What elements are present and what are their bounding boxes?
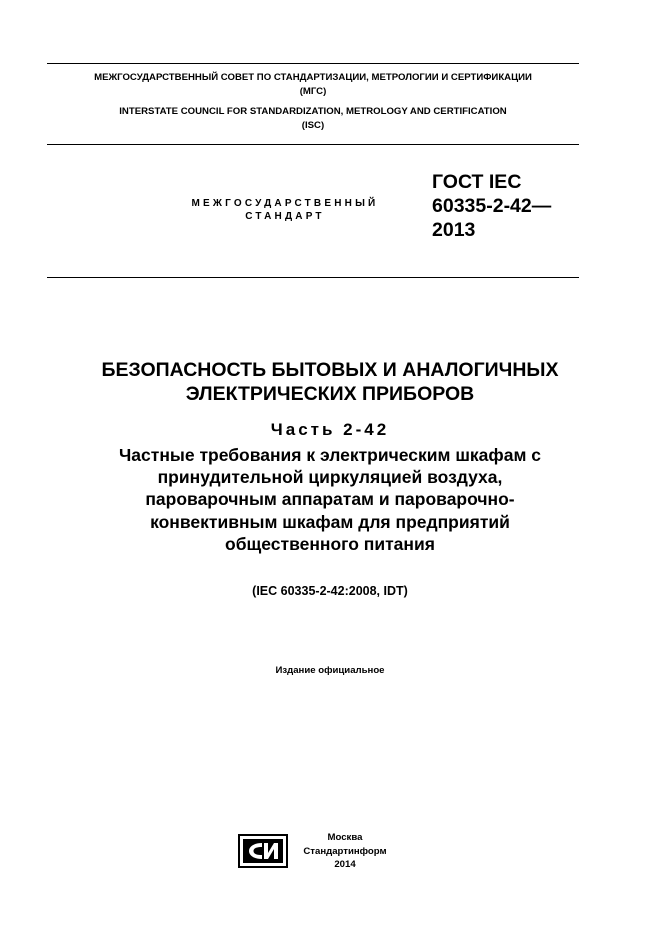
- title-line2: ЭЛЕКТРИЧЕСКИХ ПРИБОРОВ: [185, 383, 475, 405]
- publisher-city: Москва: [327, 832, 363, 843]
- standartinform-logo-icon: [238, 834, 288, 868]
- gost-designation: [432, 170, 551, 242]
- council-ru-name: МЕЖГОСУДАРСТВЕННЫЙ СОВЕТ ПО СТАНДАРТИЗАЦИИ, МЕТРОЛОГИИ И СЕРТИФИКАЦИИ: [94, 72, 532, 83]
- council-en-name: INTERSTATE COUNCIL FOR STANDARDIZATION, METROLOGY AND CERTIFICATION: [119, 106, 507, 117]
- standard-type-line1: МЕЖГОСУДАРСТВЕННЫЙ: [191, 198, 379, 209]
- gost-line2: 60335-2-42—: [432, 195, 552, 217]
- subtitle-line: пароварочным аппаратам и пароварочно-: [145, 489, 515, 509]
- subtitle-line: общественного питания: [225, 534, 435, 554]
- gost-line3: 2013: [432, 219, 476, 241]
- iec-reference: (IEC 60335-2-42:2008, IDT): [252, 584, 408, 598]
- publisher-block: [290, 831, 400, 872]
- top-rule: [47, 63, 579, 64]
- part-number: Часть 2-42: [270, 420, 390, 439]
- standard-type-line2: СТАНДАРТ: [245, 211, 325, 222]
- title-line1: БЕЗОПАСНОСТЬ БЫТОВЫХ И АНАЛОГИЧНЫХ: [101, 359, 559, 381]
- gost-line1: ГОСТ IEC: [432, 171, 522, 193]
- council-en-abbr: (ISC): [301, 120, 325, 131]
- subtitle-line: конвективным шкафам для предприятий: [150, 512, 510, 532]
- publisher-year: 2014: [334, 859, 356, 870]
- council-ru-abbr: (МГС): [299, 86, 327, 97]
- edition-label: Издание официальное: [275, 665, 385, 676]
- publisher-name: Стандартинформ: [303, 845, 387, 857]
- subtitle-line: принудительной циркуляцией воздуха,: [157, 467, 503, 487]
- subtitle-line: Частные требования к электрическим шкафам с: [119, 445, 541, 465]
- header-divider: [47, 144, 579, 145]
- designation-divider: [47, 277, 579, 278]
